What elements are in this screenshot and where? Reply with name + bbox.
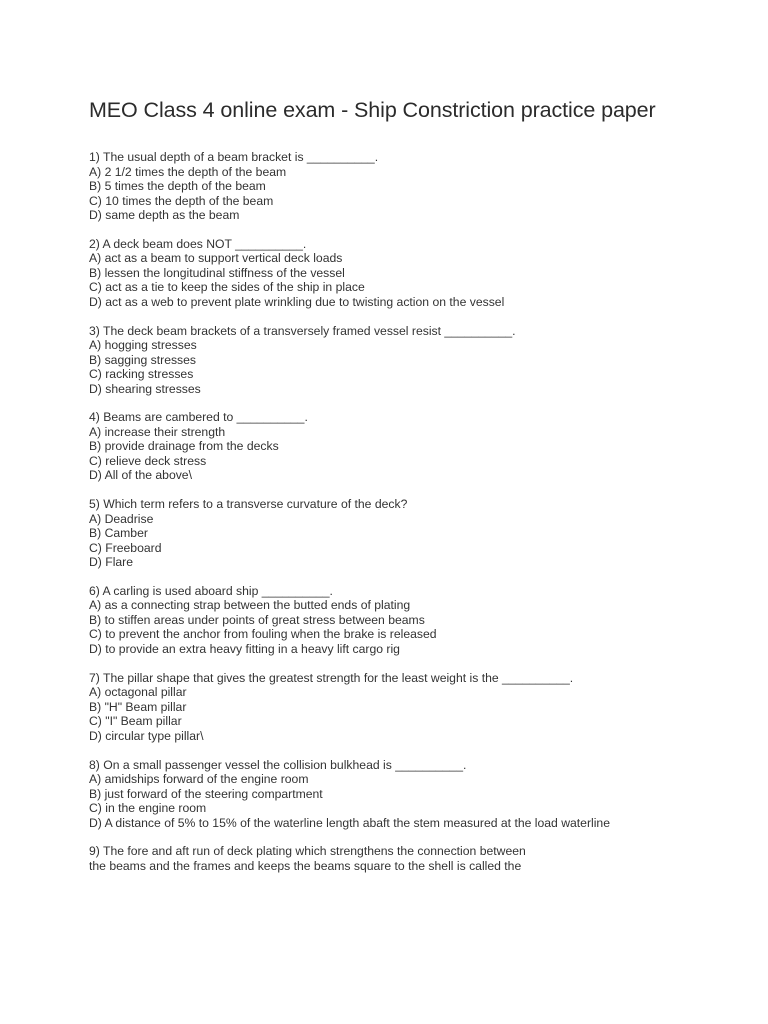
question-3 (89, 324, 739, 397)
page-title: MEO Class 4 online exam - Ship Constriction practice paper (89, 98, 656, 122)
answer-option: D) same depth as the beam (89, 208, 240, 222)
question-prompt: 7) The pillar shape that gives the greatest strength for the least weight is the __________. (89, 670, 574, 685)
question-8 (89, 758, 739, 831)
answer-option: D) act as a web to prevent plate wrinkling due to twisting action on the vessel (89, 294, 505, 309)
answer-option: C) relieve deck stress (89, 453, 207, 468)
answer-option: C) act as a tie to keep the sides of the ship in place (89, 280, 365, 295)
question-prompt: 4) Beams are cambered to __________. (89, 410, 308, 425)
answer-option: A) hogging stresses (89, 338, 197, 353)
answer-option: D) A distance of 5% to 15% of the waterline length abaft the stem measured at the load waterline (89, 815, 610, 830)
answer-option: A) increase their strength (89, 424, 226, 439)
question-prompt: 5) Which term refers to a transverse curvature of the deck? (89, 497, 408, 512)
question-9 (89, 844, 739, 873)
answer-option: A) octagonal pillar (89, 685, 187, 700)
answer-option: B) 5 times the depth of the beam (89, 179, 266, 193)
answer-option: C) "I" Beam pillar (89, 714, 182, 729)
answer-option: D) All of the above\ (89, 468, 192, 483)
question-prompt: 6) A carling is used aboard ship __________. (89, 583, 333, 598)
question-prompt-continuation: the beams and the frames and keeps the beams square to the shell is called the (89, 858, 522, 873)
answer-option: C) to prevent the anchor from fouling when the brake is released (89, 627, 437, 642)
answer-option: A) Deadrise (89, 511, 154, 526)
answer-option: D) shearing stresses (89, 381, 201, 396)
question-6 (89, 584, 739, 657)
answer-option: B) sagging stresses (89, 352, 197, 367)
question-4 (89, 410, 739, 483)
question-prompt: 8) On a small passenger vessel the collision bulkhead is __________. (89, 757, 467, 772)
question-prompt: 2) A deck beam does NOT __________. (89, 236, 307, 251)
answer-option: D) Flare (89, 555, 134, 570)
answer-option: B) "H" Beam pillar (89, 699, 187, 714)
answer-option: C) 10 times the depth of the beam (89, 193, 274, 208)
document-page (89, 97, 739, 888)
question-prompt: 9) The fore and aft run of deck plating which strengthens the connection between (89, 844, 526, 859)
answer-option: B) to stiffen areas under points of great stress between beams (89, 612, 425, 627)
answer-option: C) in the engine room (89, 801, 207, 816)
question-prompt: 3) The deck beam brackets of a transversely framed vessel resist __________. (89, 323, 516, 338)
answer-option: A) act as a beam to support vertical deck loads (89, 251, 343, 266)
question-1 (89, 150, 739, 223)
answer-option: B) just forward of the steering compartment (89, 786, 323, 801)
answer-option: C) racking stresses (89, 367, 194, 382)
answer-option: D) to provide an extra heavy fitting in a heavy lift cargo rig (89, 641, 400, 656)
answer-option: C) Freeboard (89, 540, 162, 555)
answer-option: D) circular type pillar\ (89, 728, 204, 743)
question-2 (89, 237, 739, 310)
answer-option: B) provide drainage from the decks (89, 439, 279, 454)
question-prompt: 1) The usual depth of a beam bracket is __________. (89, 150, 379, 164)
answer-option: A) 2 1/2 times the depth of the beam (89, 164, 287, 179)
answer-option: A) amidships forward of the engine room (89, 772, 309, 787)
answer-option: A) as a connecting strap between the butted ends of plating (89, 598, 411, 613)
answer-option: B) lessen the longitudinal stiffness of the vessel (89, 265, 345, 280)
question-7 (89, 671, 739, 744)
question-5 (89, 497, 739, 570)
answer-option: B) Camber (89, 526, 148, 541)
